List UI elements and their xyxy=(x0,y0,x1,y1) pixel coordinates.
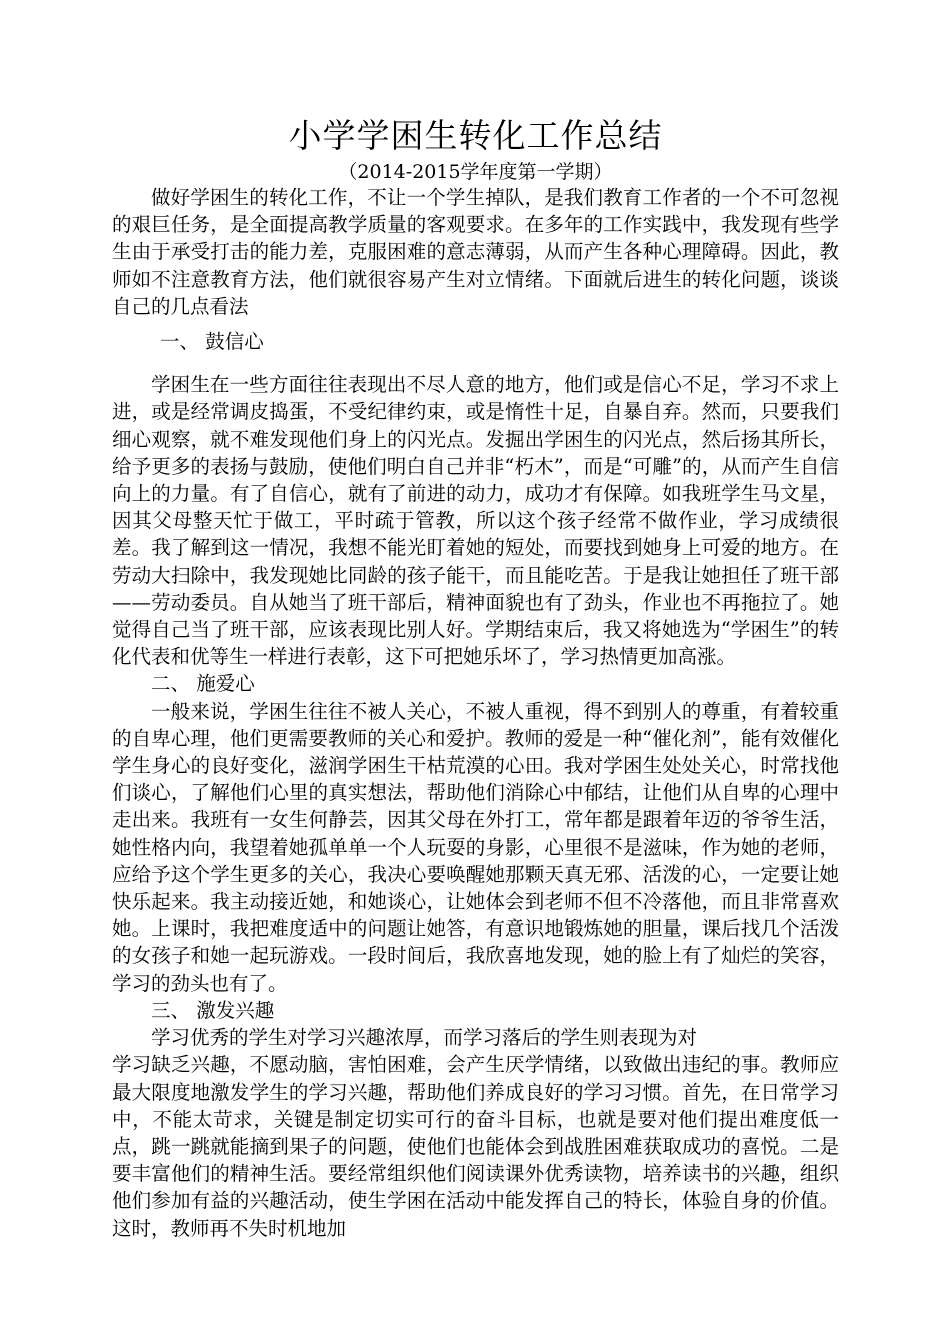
section-body-3-line1: 学习优秀的学生对学习兴趣浓厚，而学习落后的学生则表现为对 xyxy=(151,1026,698,1050)
section-heading-1: 一、 鼓信心 xyxy=(160,330,264,354)
document-page xyxy=(112,112,839,1242)
section-body-3-rest: 学习缺乏兴趣，不愿动脑，害怕困难，会产生厌学情绪，以致做出违纪的事。教师应最大限度地激发学生的学习兴趣，帮助他们养成良好的学习习惯。首先，在日常学习中，不能太苛求，关键是制定切实可行的奋斗目标，也就是要对他们提出难度低一点，跳一跳就能摘到果子的问题，使他们也能体会到战胜困难获取成功的喜悦。二是要丰富他们的精神生活。要经常组织他们阅读课外优秀读物，培养读书的兴趣，组织他们参加有益的兴趣活动，使生学困在活动中能发挥自己的特长，体验自身的价值。这时，教师再不失时机地加 xyxy=(112,1053,839,1240)
document-subtitle: （2014-2015学年度第一学期） xyxy=(338,161,613,183)
section-body-2: 一般来说，学困生往往不被人关心，不被人重视，得不到别人的尊重，有着较重的自卑心理，他们更需要教师的关心和爱护。教师的爱是一种“催化剂”，能有效催化学生身心的良好变化，滋润学困生干枯荒漠的心田。我对学困生处处关心，时常找他们谈心，了解他们心里的真实想法，帮助他们消除心中郁结，让他们从自卑的心理中走出来。我班有一女生何静芸，因其父母在外打工，常年都是跟着年迈的爷爷生活，她性格内向，我望着她孤单单一个人玩耍的身影，心里很不是滋味，作为她的老师，应给予这个学生更多的关心，我决心要唤醒她那颗天真无邪、活泼的心，一定要让她快乐起来。我主动接近她，和她谈心，让她体会到老师不但不冷落他，而且非常喜欢她。上课时，我把难度适中的问题让她答，有意识地锻炼她的胆量，课后找几个活泼的女孩子和她一起玩游戏。一段时间后，我欣喜地发现，她的脸上有了灿烂的笑容，学习的劲头也有了。 xyxy=(112,699,839,995)
document-title: 小学学困生转化工作总结 xyxy=(288,116,663,155)
section-heading-2: 二、 施爱心 xyxy=(151,672,255,696)
section-body-1: 学困生在一些方面往往表现出不尽人意的地方，他们或是信心不足，学习不求上进，或是经常调皮捣蛋，不受纪律约束，或是惰性十足，自暴自弃。然而，只要我们细心观察，就不难发现他们身上的闪光点。发掘出学困生的闪光点，然后扬其所长，给予更多的表扬与鼓励，使他们明白自己并非“朽木”，而是“可雕”的，从而产生自信向上的力量。有了自信心，就有了前进的动力，成功才有保障。如我班学生马文星，因其父母整天忙于做工，平时疏于管教，所以这个孩子经常不做作业，学习成绩很差。我了解到这一情况，我想不能光盯着她的短处，而要找到她身上可爱的地方。在劳动大扫除中，我发现她比同龄的孩子能干，而且能吃苦。于是我让她担任了班干部——劳动委员。自从她当了班干部后，精神面貌也有了劲头，作业也不再拖拉了。她觉得自己当了班干部，应该表现比别人好。学期结束后，我又将她选为“学困生”的转化代表和优等生一样进行表彰，这下可把她乐坏了，学习热情更加高涨。 xyxy=(112,373,839,669)
section-heading-3: 三、 激发兴趣 xyxy=(151,998,275,1022)
intro-paragraph: 做好学困生的转化工作，不让一个学生掉队，是我们教育工作者的一个不可忽视的艰巨任务，是全面提高教学质量的客观要求。在多年的工作实践中，我发现有些学生由于承受打击的能力差，克服困难的意志薄弱，从而产生各种心理障碍。因此，教师如不注意教育方法，他们就很容易产生对立情绪。下面就后进生的转化问题，谈谈自己的几点看法 xyxy=(112,186,839,318)
